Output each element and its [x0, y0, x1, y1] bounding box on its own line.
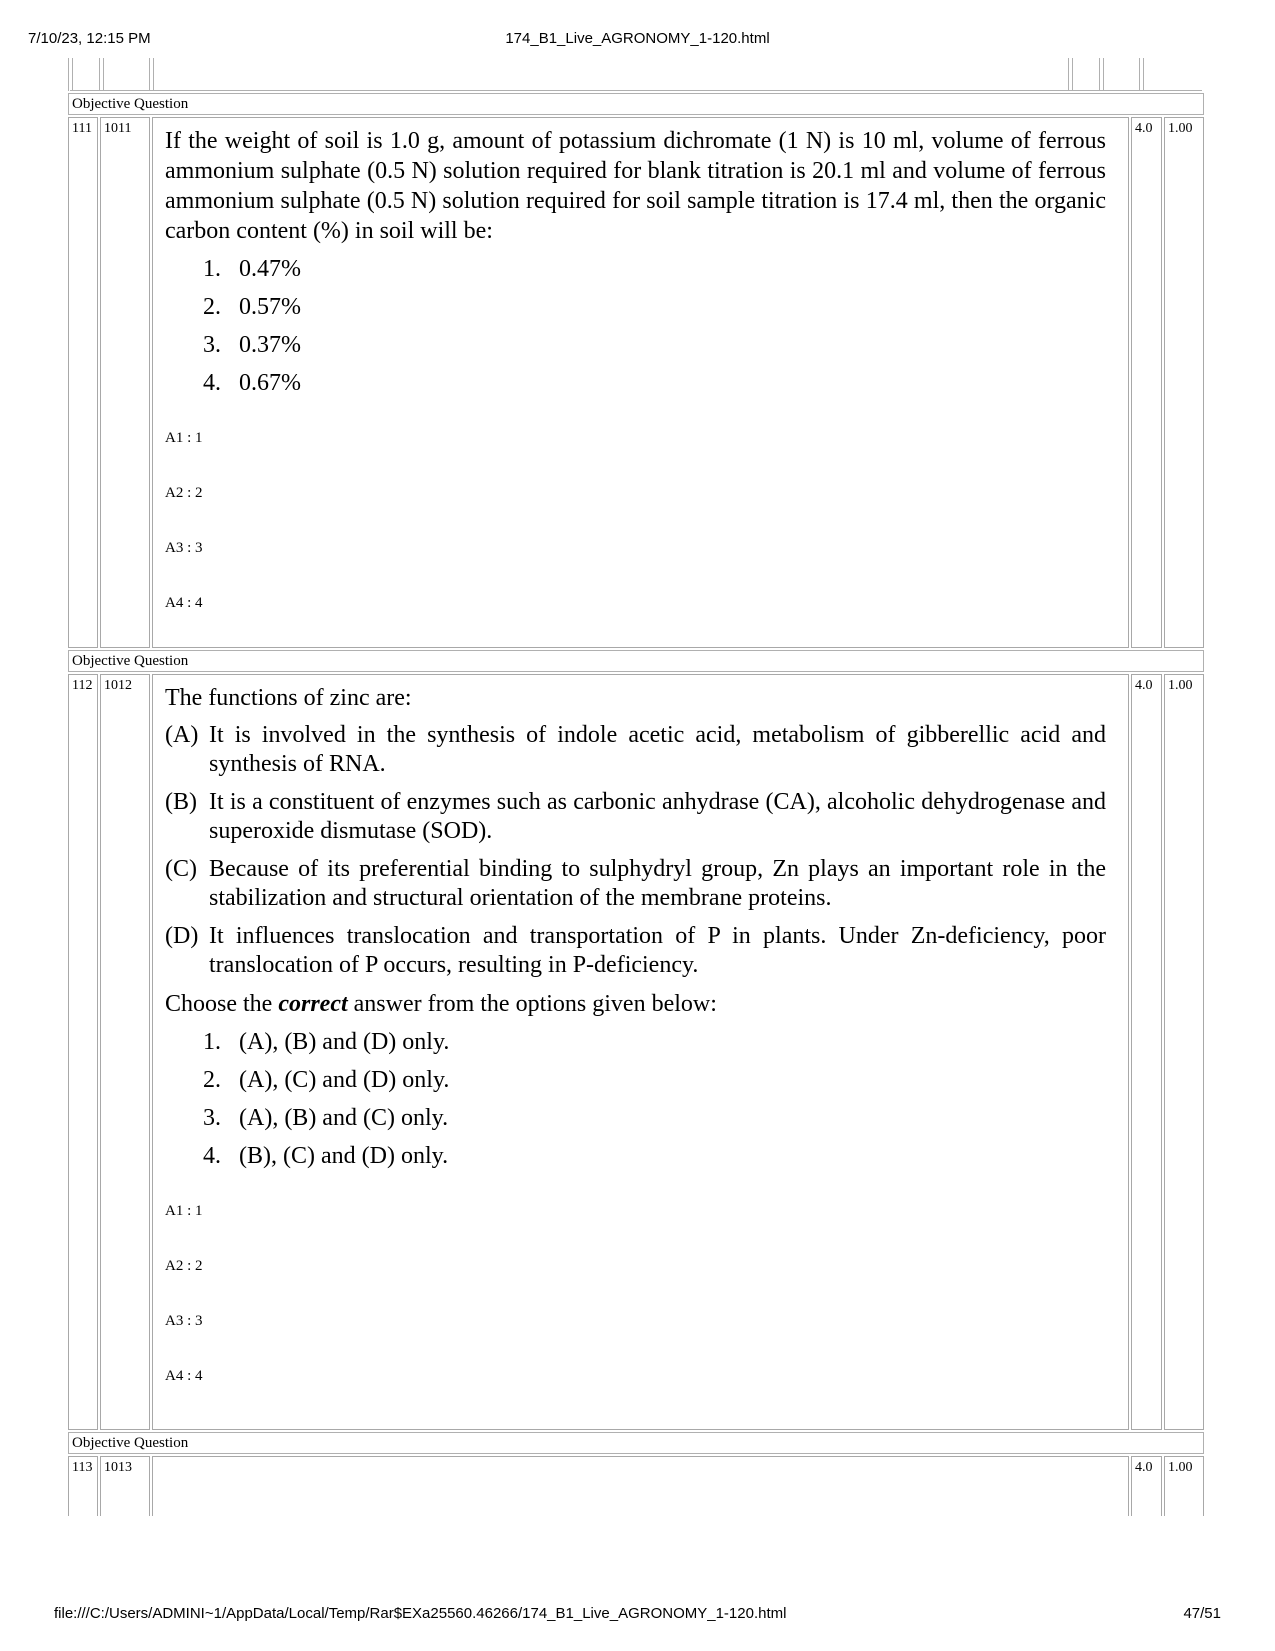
print-doc-title: 174_B1_Live_AGRONOMY_1-120.html — [505, 30, 770, 47]
negative-marks: 1.00 — [1164, 674, 1204, 1430]
negative-marks: 1.00 — [1164, 1456, 1204, 1516]
option-item: 2. (A), (C) and (D) only. — [203, 1067, 450, 1093]
answer-key: A1 : 1 — [165, 430, 203, 446]
answer-key: A3 : 3 — [165, 1313, 203, 1329]
option-item: 1. (A), (B) and (D) only. — [203, 1029, 450, 1055]
question-body — [152, 117, 1129, 648]
option-item: 2. 0.57% — [203, 294, 301, 320]
question-number: 111 — [68, 117, 98, 648]
answer-key: A4 : 4 — [165, 595, 203, 611]
answer-key: A1 : 1 — [165, 1203, 203, 1219]
print-file-path: file:///C:/Users/ADMINI~1/AppData/Local/Temp/Rar$EXa25560.46266/174_B1_Live_AGRONOMY_1-120.html — [54, 1605, 787, 1622]
question-id: 1011 — [100, 117, 150, 648]
option-item: 3. (A), (B) and (C) only. — [203, 1105, 449, 1131]
answer-key: A2 : 2 — [165, 485, 203, 501]
option-item: 4. (B), (C) and (D) only. — [203, 1143, 449, 1169]
section-label: Objective Question — [68, 93, 1204, 115]
page-number: 47/51 — [1183, 1605, 1221, 1622]
option-item: 1. 0.47% — [203, 256, 301, 282]
question-row — [68, 1456, 1204, 1516]
print-datetime: 7/10/23, 12:15 PM — [28, 30, 151, 47]
answer-key: A2 : 2 — [165, 1258, 203, 1274]
question-id: 1013 — [100, 1456, 150, 1516]
options-list — [203, 254, 1106, 398]
statements-list — [165, 721, 1106, 980]
statement-item: (B) It is a constituent of enzymes such as carbonic anhydrase (CA), alcoholic dehydrogenase and superoxide dismutase (SOD). — [165, 789, 1106, 844]
answer-key: A3 : 3 — [165, 540, 203, 556]
statement-item: (C) Because of its preferential binding to sulphydryl group, Zn plays an important role in the stabilization and structural orientation of the membrane proteins. — [165, 856, 1106, 911]
question-row — [68, 674, 1204, 1430]
choose-instruction: Choose the correct answer from the options given below: — [165, 991, 717, 1017]
answer-key: A4 : 4 — [165, 1368, 203, 1384]
question-marks: 4.0 — [1131, 117, 1162, 648]
question-table — [68, 58, 1204, 1516]
question-row — [68, 117, 1204, 648]
previous-row-stub — [68, 58, 1204, 91]
question-text: The functions of zinc are: — [165, 685, 412, 711]
question-number: 113 — [68, 1456, 98, 1516]
section-label: Objective Question — [68, 650, 1204, 672]
question-text: If the weight of soil is 1.0 g, amount of potassium dichromate (1 N) is 10 ml, volume of ferrous ammonium sulphate (0.5 N) solution required for blank titration is 20.1 ml and volume of ferrous ammonium sulphate (0.5 N) solution required for soil sample titration is 17.4 ml, then the organic carbon content (%) in soil will be: — [165, 128, 1106, 244]
question-id: 1012 — [100, 674, 150, 1430]
question-marks: 4.0 — [1131, 1456, 1162, 1516]
question-number: 112 — [68, 674, 98, 1430]
question-body — [152, 674, 1129, 1430]
statement-item: (A) It is involved in the synthesis of indole acetic acid, metabolism of gibberellic acid and synthesis of RNA. — [165, 722, 1106, 777]
options-list — [203, 1027, 1106, 1171]
section-label: Objective Question — [68, 1432, 1204, 1454]
question-body — [152, 1456, 1129, 1516]
option-item: 3. 0.37% — [203, 332, 301, 358]
option-item: 4. 0.67% — [203, 370, 301, 396]
statement-item: (D) It influences translocation and transportation of P in plants. Under Zn-deficiency, poor translocation of P occurs, resulting in P-deficiency. — [165, 923, 1106, 978]
question-marks: 4.0 — [1131, 674, 1162, 1430]
negative-marks: 1.00 — [1164, 117, 1204, 648]
